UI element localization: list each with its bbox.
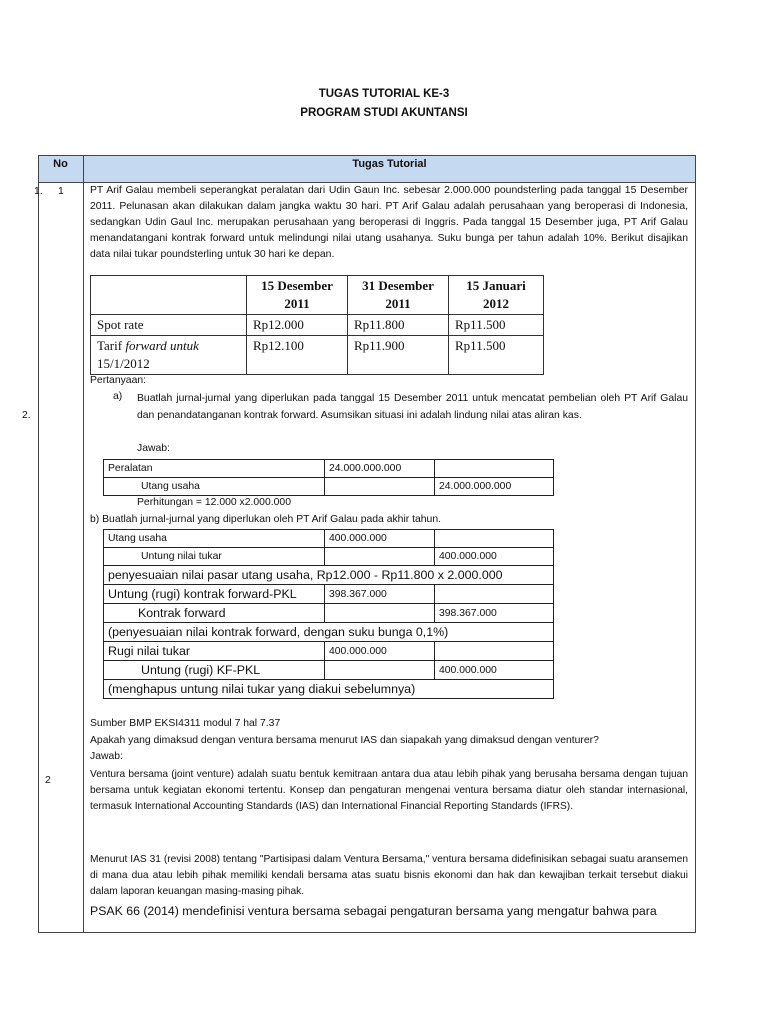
margin-number-1: 1. [34, 186, 43, 197]
answer-2-paragraph-3: PSAK 66 (2014) mendefinisi ventura bersama sebagai pengaturan bersama yang mengatur bahwa para [90, 904, 657, 918]
jawab-label-2: Jawab: [90, 751, 123, 762]
rate-cell: Rp11.500 [449, 315, 544, 336]
credit-cell: 400.000.000 [435, 661, 554, 680]
account-cell: Rugi nilai tukar [104, 642, 325, 661]
question-1-intro: PT Arif Galau membeli seperangkat peralatan dari Udin Gaun Inc. sebesar 2.000.000 poundsterling pada tanggal 15 Desember 2011. Pelunasan akan dilakukan dalam jangka waktu 30 hari. PT Arif Galau adalah perusahaan yang beroperasi di Indonesia, sedangkan Udin Gaul Inc. merupakan perusahaan yang beroperasi di Inggris. Pada tanggal 15 Desember juga, PT Arif Galau menandatangani kontrak forward untuk melindungi nilai utang usahanya. Suku bunga per tahun adalah 10%. Berikut disajikan data nilai tukar poundsterling untuk 30 hari ke depan. [90, 185, 688, 260]
journal-note: (menghapus untung nilai tukar yang diakui sebelumnya) [104, 680, 554, 699]
debit-cell [325, 661, 435, 680]
exchange-rate-table [90, 275, 544, 375]
margin-number-2: 2. [22, 410, 31, 421]
rate-cell: Rp11.800 [348, 315, 449, 336]
source-reference: Sumber BMP EKSI4311 modul 7 hal 7.37 [90, 718, 281, 729]
rate-cell: Rp11.900 [348, 336, 449, 375]
header-no: No [53, 158, 68, 170]
row-number-1: 1 [58, 186, 64, 197]
rate-col-header: 31 Desember 2011 [348, 276, 449, 315]
journal-note: penyesuaian nilai pasar utang usaha, Rp12.000 - Rp11.800 x 2.000.000 [104, 566, 554, 585]
credit-cell: 400.000.000 [435, 548, 554, 566]
debit-cell: 400.000.000 [325, 530, 435, 548]
credit-cell [435, 585, 554, 604]
header-tugas: Tugas Tutorial [352, 158, 427, 170]
doc-title: TUGAS TUTORIAL KE-3 [318, 88, 450, 100]
journal-table-b [103, 529, 554, 699]
question-a-text: Buatlah jurnal-jurnal yang diperlukan pada tanggal 15 Desember 2011 untuk mencatat pembelian oleh PT Arif Galau dan penandatanganan kontrak forward. Asumsikan situasi ini adalah lindung nilai atas aliran kas. [137, 393, 688, 421]
question-a-marker: a) [113, 391, 123, 402]
answer-2-paragraph-1: Ventura bersama (joint venture) adalah suatu bentuk kemitraan antara dua atau lebih pihak yang berusaha bersama dengan tujuan bersama untuk kegiatan ekonomi tertentu. Konsep dan pengaturan mengenai ventura bersama diatur oleh standar internasional, termasuk International Accounting Standards (IAS) dan International Financial Reporting Standards (IFRS). [90, 769, 688, 813]
rate-cell: Rp11.500 [449, 336, 544, 375]
account-cell: Peralatan [104, 460, 325, 478]
column-divider [83, 155, 84, 933]
account-cell: Untung (rugi) kontrak forward-PKL [104, 585, 325, 604]
doc-subtitle: PROGRAM STUDI AKUNTANSI [300, 107, 468, 119]
spot-rate-label: Spot rate [91, 315, 247, 336]
journal-note: (penyesuaian nilai kontrak forward, dengan suku bunga 0,1%) [104, 623, 554, 642]
jawab-label: Jawab: [137, 443, 170, 454]
debit-cell [325, 548, 435, 566]
credit-cell [435, 460, 554, 478]
credit-cell: 24.000.000.000 [435, 478, 554, 496]
debit-cell [325, 478, 435, 496]
question-b-text: b) Buatlah jurnal-jurnal yang diperlukan oleh PT Arif Galau pada akhir tahun. [90, 514, 441, 525]
perhitungan-note: Perhitungan = 12.000 x2.000.000 [137, 497, 291, 508]
debit-cell: 24.000.000.000 [325, 460, 435, 478]
account-cell: Utang usaha [104, 530, 325, 548]
credit-cell: 398.367.000 [435, 604, 554, 623]
row-number-2: 2 [45, 775, 51, 786]
debit-cell: 398.367.000 [325, 585, 435, 604]
answer-2-paragraph-2: Menurut IAS 31 (revisi 2008) tentang "Partisipasi dalam Ventura Bersama," ventura bersama didefinisikan sebagai suatu aransemen di mana dua atau lebih pihak memiliki kendali bersama atas suatu bisnis ekonomi dan hak dan kewajiban terkait tersebut diakui dalam laporan keuangan masing-masing pihak. [90, 854, 688, 898]
rate-cell: Rp12.000 [247, 315, 348, 336]
rate-cell: Rp12.100 [247, 336, 348, 375]
debit-cell [325, 604, 435, 623]
account-cell: Kontrak forward [104, 604, 325, 623]
rate-corner-cell [91, 276, 247, 315]
question-2-text: Apakah yang dimaksud dengan ventura bersama menurut IAS dan siapakah yang dimaksud dengan venturer? [90, 735, 599, 746]
forward-rate-label: Tarif forward untuk 15/1/2012 [91, 336, 247, 375]
debit-cell: 400.000.000 [325, 642, 435, 661]
pertanyaan-label: Pertanyaan: [90, 375, 147, 386]
account-cell: Utang usaha [104, 478, 325, 496]
rate-col-header: 15 Desember 2011 [247, 276, 348, 315]
credit-cell [435, 642, 554, 661]
rate-col-header: 15 Januari 2012 [449, 276, 544, 315]
account-cell: Untung (rugi) KF-PKL [104, 661, 325, 680]
account-cell: Untung nilai tukar [104, 548, 325, 566]
credit-cell [435, 530, 554, 548]
journal-table-a [103, 459, 554, 496]
